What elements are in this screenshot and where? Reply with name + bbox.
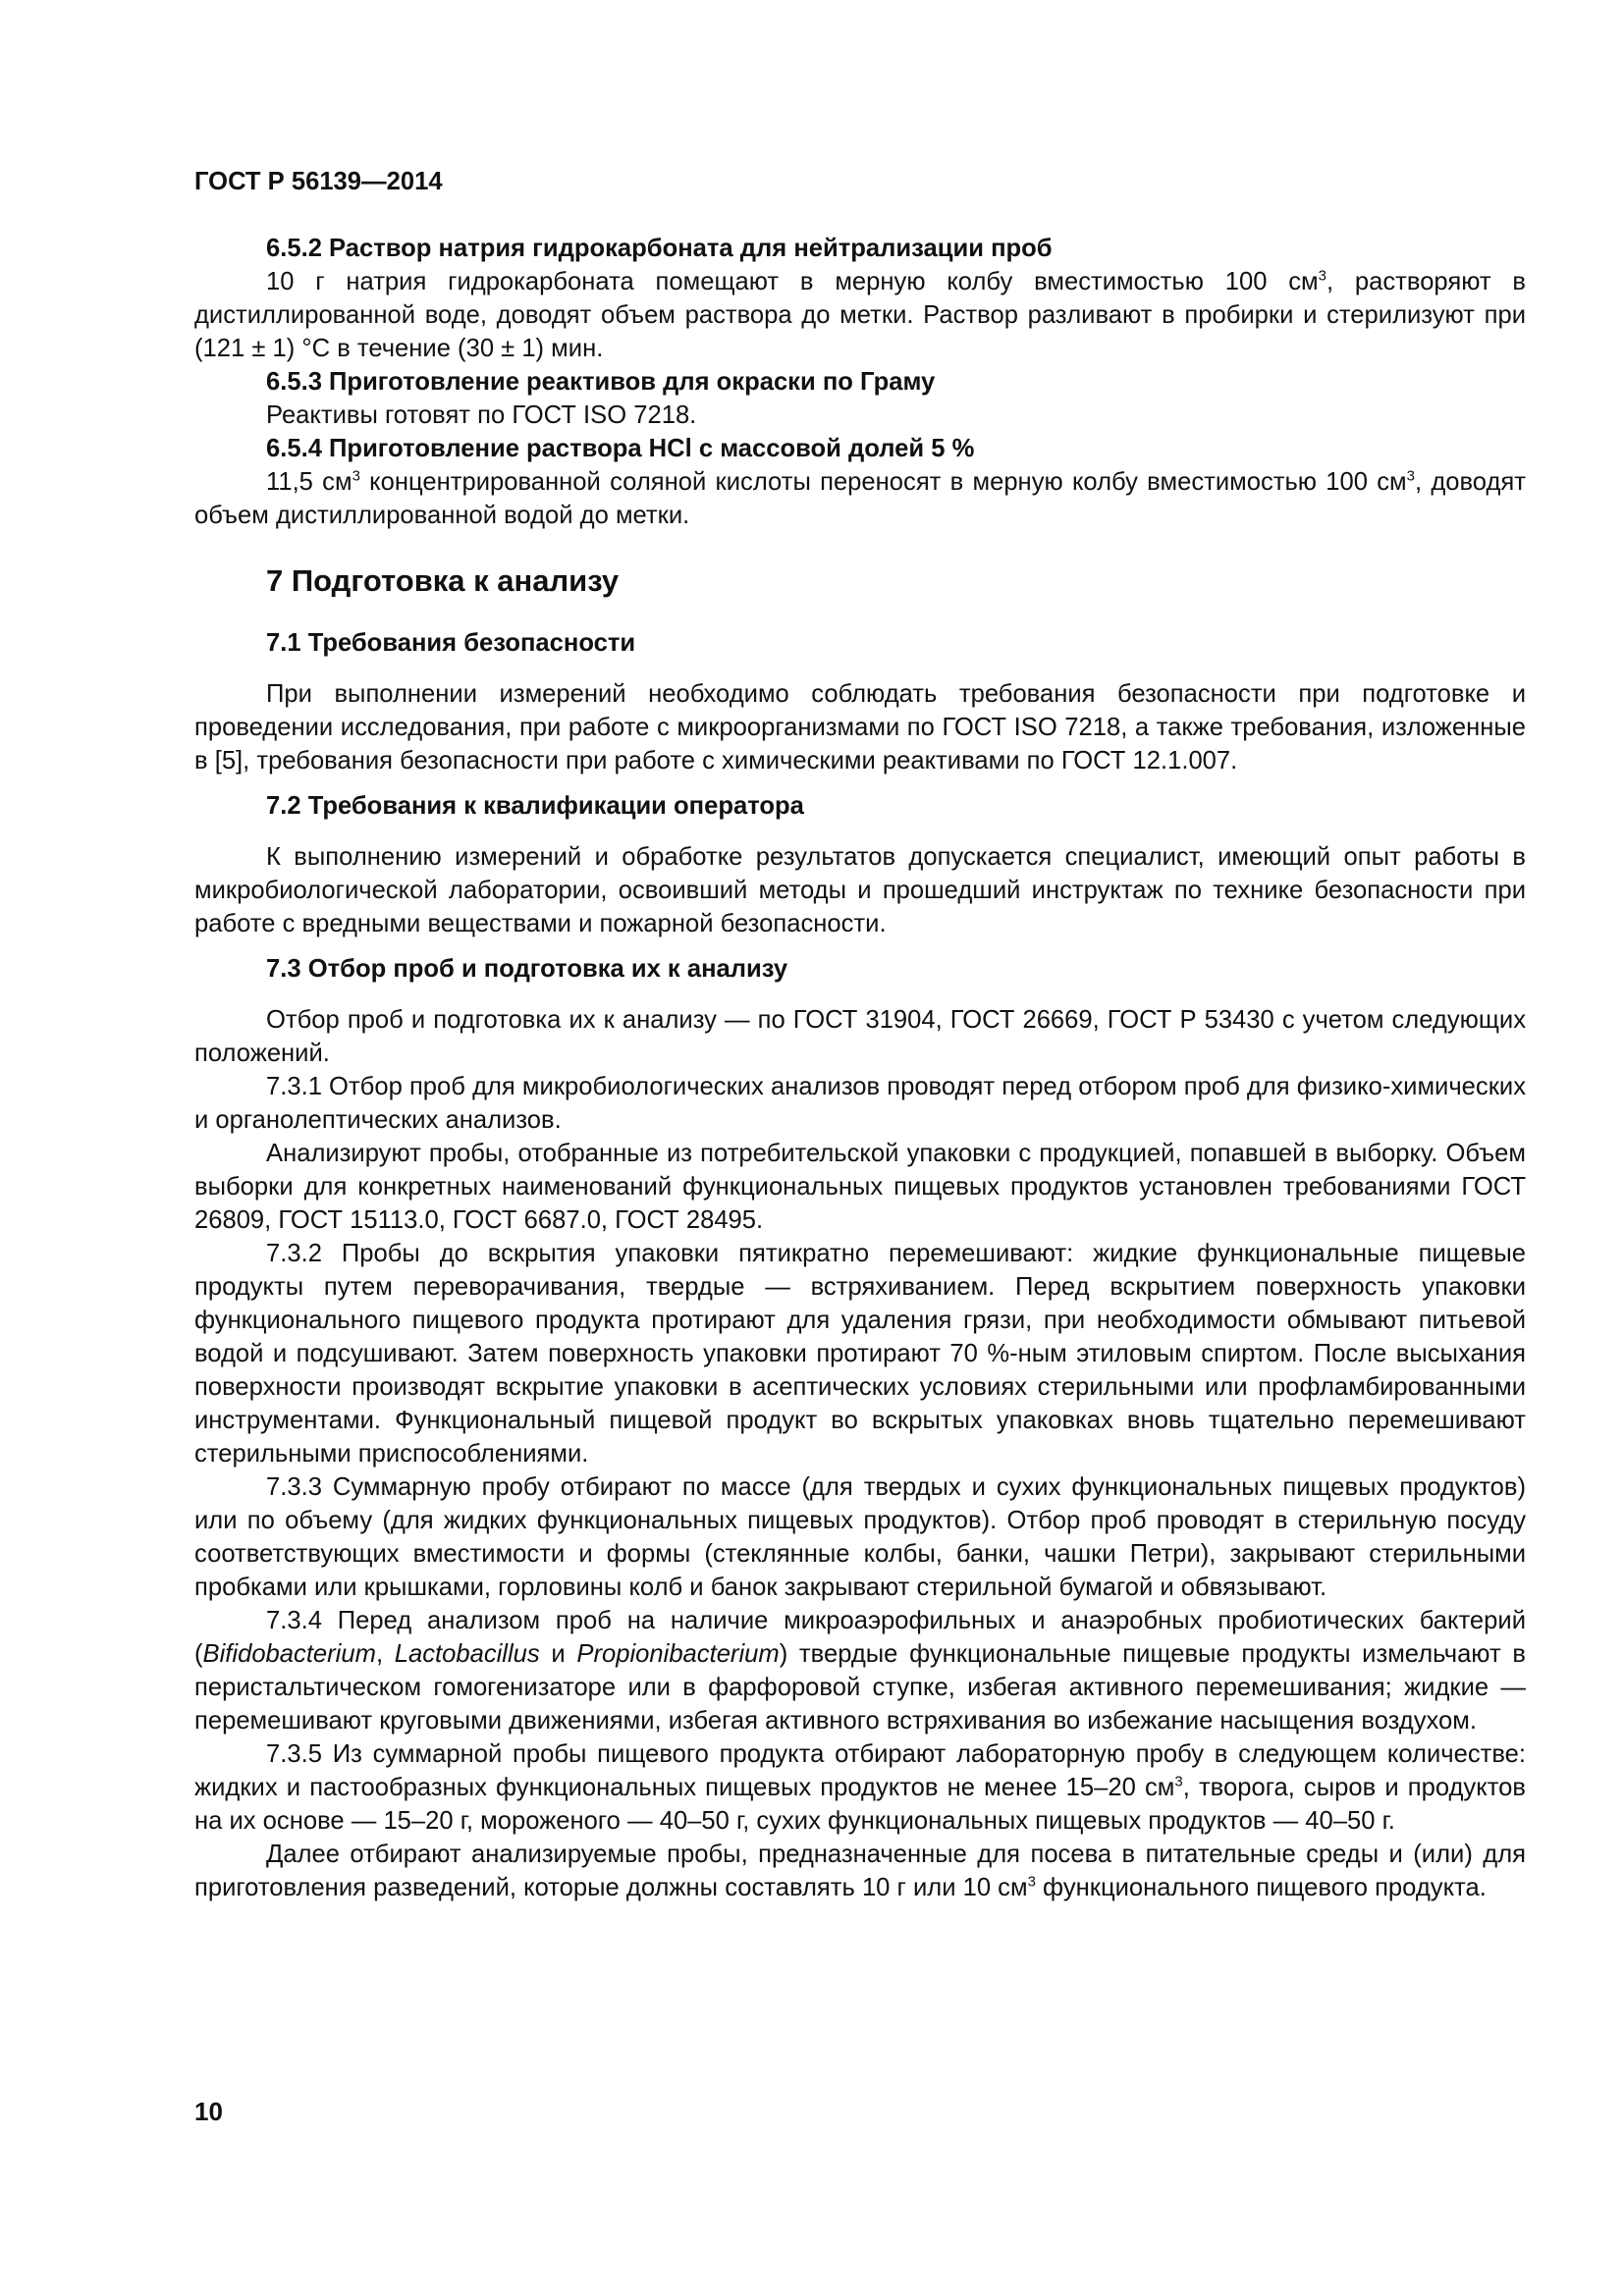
paragraph-7-3-1: 7.3.1 Отбор проб для микробиологических анализов проводят перед отбором проб для физико-химических и органолептических анализов. <box>194 1073 1526 1134</box>
paragraph: Анализируют пробы, отобранные из потребительской упаковки с продукцией, попавшей в выборку. Объем выборки для конкретных наименований функциональных пищевых продуктов установлен требованиями ГОСТ 26809, ГОСТ 15113.0, ГОСТ 6687.0, ГОСТ 28495. <box>194 1140 1526 1234</box>
paragraph-7-3-3: 7.3.3 Суммарную пробу отбирают по массе (для твердых и сухих функциональных пищевых продуктов) или по объему (для жидких функциональных пищевых продуктов). Отбор проб проводят в стерильную посуду соответствующих вместимости и формы (стеклянные колбы, банки, чашки Петри), закрывают стерильными пробками или крышками, горловины колб и банок закрывают стерильной бумагой и обвязывают. <box>194 1473 1526 1601</box>
subsection-7-2-heading: 7.2 Требования к квалификации оператора <box>266 792 804 820</box>
italic-term: Propionibacterium <box>576 1640 780 1668</box>
superscript: 3 <box>1174 1773 1183 1790</box>
standard-number: ГОСТ Р 56139—2014 <box>194 168 443 195</box>
text-fragment: , растворяют в дистиллированной воде, доводят объем раствора до метки. Раствор разливают в пробирки и стерилизуют при (121 ± 1) °С в течение (30 ± 1) мин. <box>194 268 1526 362</box>
subsection-6-5-4-text <box>194 465 1526 532</box>
paragraph: Отбор проб и подготовка их к анализу — по ГОСТ 31904, ГОСТ 26669, ГОСТ Р 53430 с учетом следующих положений. <box>194 1006 1526 1067</box>
superscript: 3 <box>352 467 360 485</box>
document-page <box>194 165 1526 1904</box>
paragraph <box>194 1838 1526 1904</box>
text-fragment: функционального пищевого продукта. <box>1035 1874 1487 1901</box>
superscript: 3 <box>1318 267 1326 285</box>
superscript: 3 <box>1406 467 1415 485</box>
paragraph-7-3-5 <box>194 1737 1526 1838</box>
section-7-heading: 7 Подготовка к анализу <box>266 563 620 598</box>
italic-term: Lactobacillus <box>394 1640 540 1668</box>
text-fragment: и <box>539 1640 577 1668</box>
text-fragment: концентрированной соляной кислоты переносят в мерную колбу вместимостью 100 см <box>359 468 1407 496</box>
text-fragment: , творога, сыров и продуктов на их основе — 15–20 г, мороженого — 40–50 г, сухих функциональных пищевых продуктов — 40–50 г. <box>194 1774 1526 1835</box>
text-fragment: 10 г натрия гидрокарбоната помещают в мерную колбу вместимостью 100 см <box>266 268 1319 295</box>
text-fragment: 11,5 см <box>266 468 352 496</box>
paragraph-7-3-2: 7.3.2 Пробы до вскрытия упаковки пятикратно перемешивают: жидкие функциональные пищевые продукты путем переворачивания, твердые — встряхиванием. Перед вскрытием поверхность упаковки функционального пищевого продукта протирают для удаления грязи, при необходимости обмывают питьевой водой и подсушивают. Затем поверхность упаковки протирают 70 %-ным этиловым спиртом. После высыхания поверхности производят вскрытие упаковки в асептических условиях стерильными или профламбированными инструментами. Функциональный пищевой продукт во вскрытых упаковках вновь тщательно перемешивают стерильными приспособлениями. <box>194 1240 1526 1468</box>
page-number: 10 <box>194 2097 223 2126</box>
subsection-7-1-text: При выполнении измерений необходимо соблюдать требования безопасности при подготовке и проведении исследования, при работе с микроорганизмами по ГОСТ ISO 7218, а также требования, изложенные в [5], требования безопасности при работе с химическими реактивами по ГОСТ 12.1.007. <box>194 680 1526 774</box>
text-fragment: Далее отбирают анализируемые пробы, предназначенные для посева в питательные среды и (или) для приготовления разведений, которые должны составлять 10 г или 10 см <box>194 1841 1526 1901</box>
text-fragment: , доводят объем дистиллированной водой до метки. <box>194 468 1526 529</box>
text-fragment: , <box>375 1640 395 1668</box>
text-fragment: 7.3.4 Перед анализом проб на наличие микроаэрофильных и анаэробных пробиотических бактерий ( <box>194 1607 1526 1668</box>
subsection-6-5-2-title: 6.5.2 Раствор натрия гидрокарбоната для нейтрализации проб <box>266 235 1053 262</box>
subsection-7-2-text: К выполнению измерений и обработке результатов допускается специалист, имеющий опыт работы в микробиологической лаборатории, освоивший методы и прошедший инструктаж по технике безопасности при работе с вредными веществами и пожарной безопасности. <box>194 843 1526 937</box>
subsection-6-5-3-title: 6.5.3 Приготовление реактивов для окраски по Граму <box>266 368 936 396</box>
subsection-6-5-3-text: Реактивы готовят по ГОСТ ISO 7218. <box>266 401 697 429</box>
subsection-7-3-heading: 7.3 Отбор проб и подготовка их к анализу <box>266 955 788 983</box>
text-fragment: ) твердые функциональные пищевые продукты измельчают в перистальтическом гомогенизаторе или в фарфоровой ступке, избегая активного перемешивания; жидкие — перемешивают круговыми движениями, избегая активного встряхивания во избежание насыщения воздухом. <box>194 1640 1526 1735</box>
subsection-6-5-4-title: 6.5.4 Приготовление раствора HCl с массовой долей 5 % <box>266 435 975 462</box>
superscript: 3 <box>1027 1873 1036 1891</box>
paragraph-7-3-4 <box>194 1604 1526 1737</box>
subsection-7-1-heading: 7.1 Требования безопасности <box>266 629 636 657</box>
italic-term: Bifidobacterium <box>202 1640 376 1668</box>
text-fragment: 7.3.5 Из суммарной пробы пищевого продукта отбирают лабораторную пробу в следующем количестве: жидких и пастообразных функциональных пищевых продуктов не менее 15–20 см <box>194 1740 1526 1801</box>
subsection-6-5-2-text <box>194 265 1526 365</box>
